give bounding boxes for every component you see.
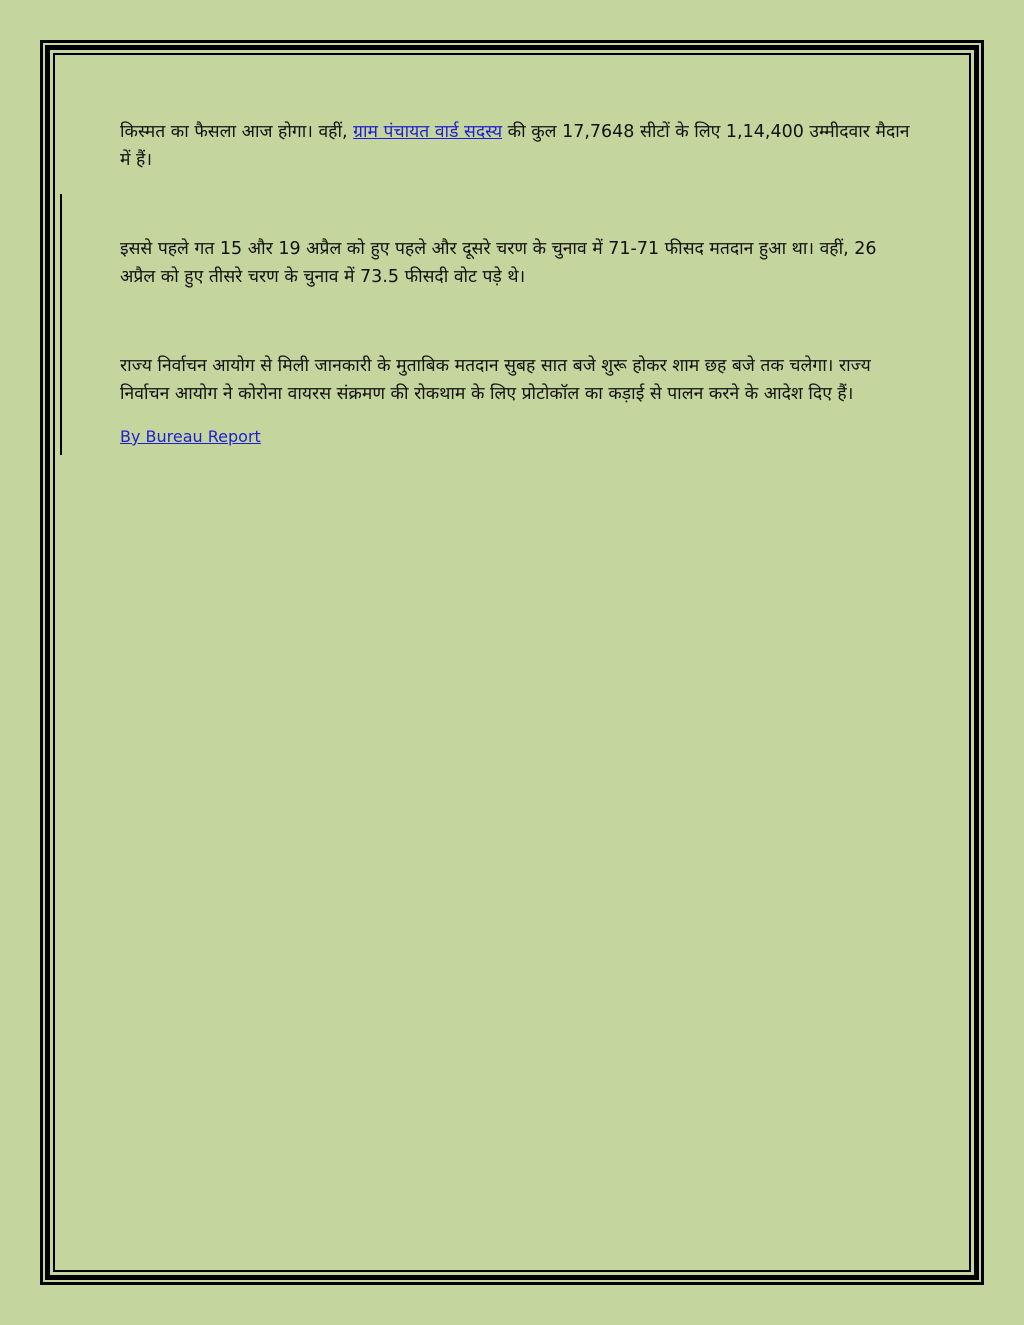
paragraph-results-intro bbox=[120, 118, 910, 174]
article-body bbox=[120, 118, 910, 448]
byline bbox=[120, 426, 910, 448]
gram-panchayat-ward-member-link[interactable]: ग्राम पंचायत वार्ड सदस्य bbox=[353, 122, 503, 142]
paragraph1-text-start: किस्मत का फैसला आज होगा। वहीं, bbox=[120, 122, 354, 142]
paragraph-voting-timing: राज्य निर्वाचन आयोग से मिली जानकारी के मुताबिक मतदान सुबह सात बजे शुरू होकर शाम छह बजे तक चलेगा। राज्य निर्वाचन आयोग ने कोरोना वायरस संक्रमण की रोकथाम के लिए प्रोटोकॉल का कड़ाई से पालन करने के आदेश दिए हैं। bbox=[120, 356, 871, 404]
bureau-report-link[interactable]: By Bureau Report bbox=[120, 427, 261, 446]
left-margin-rule bbox=[60, 194, 62, 455]
paragraph1-text-end: की कुल 17,7648 सीटों के लिए 1,14,400 उम्मीदवार मैदान में हैं। bbox=[120, 122, 910, 170]
paragraph-previous-phases: इससे पहले गत 15 और 19 अप्रैल को हुए पहले और दूसरे चरण के चुनाव में 71-71 फीसद मतदान हुआ था। वहीं, 26 अप्रैल को हुए तीसरे चरण के चुनाव में 73.5 फीसदी वोट पड़े थे। bbox=[120, 239, 877, 287]
